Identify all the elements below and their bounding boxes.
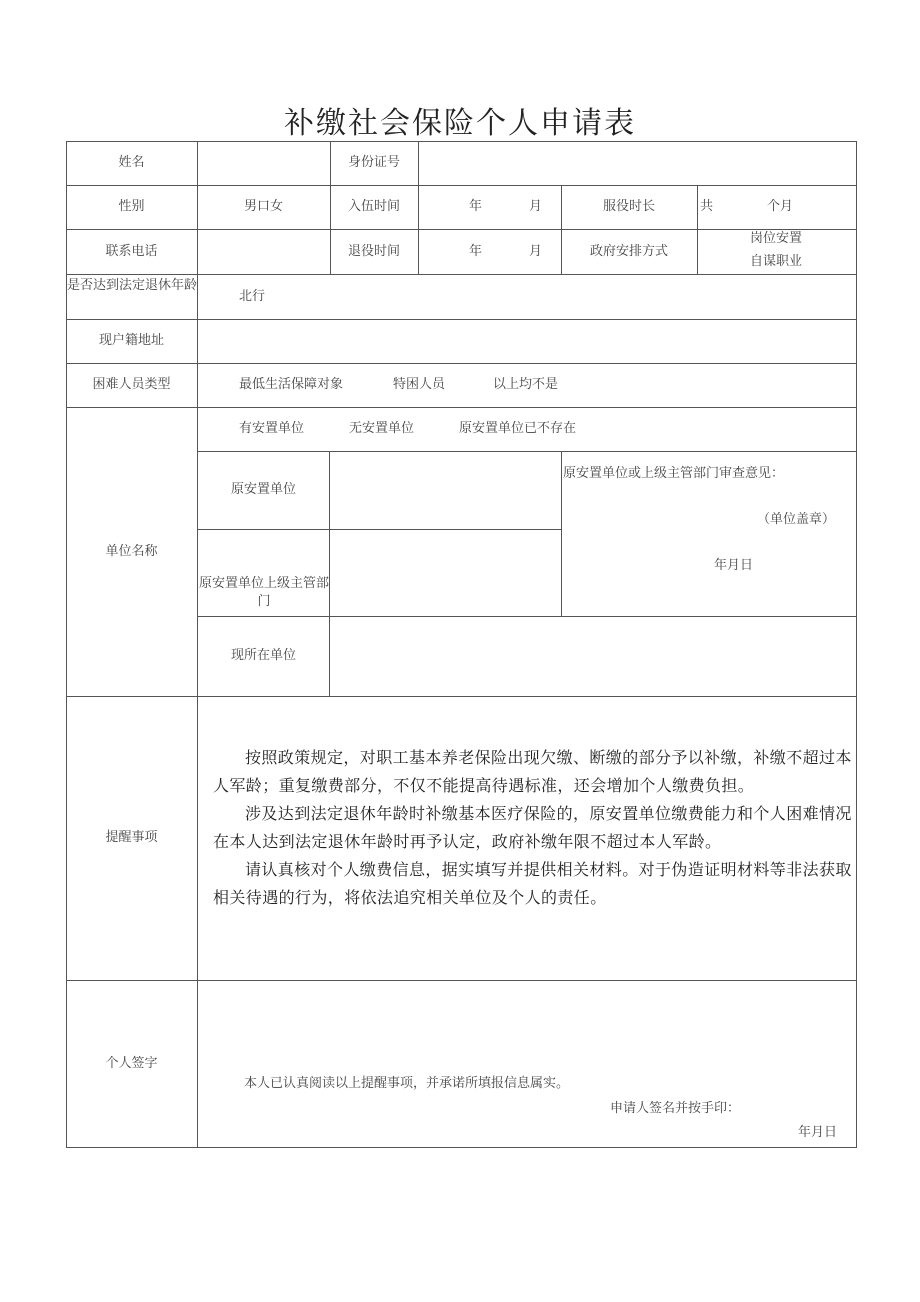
discharge-time-label: 退役时间 — [347, 244, 400, 259]
unit-name-label: 单位名称 — [105, 544, 158, 559]
household-address-field[interactable] — [199, 321, 855, 362]
orig-unit-field[interactable] — [331, 453, 560, 528]
reminder-paragraph-3: 请认真核对个人缴费信息，据实填写并提供相关材料。对于伪造证明材料等非法获取相关待遇的行为，将依法追究相关单位及个人的责任。 — [213, 860, 852, 907]
unit-seal-label: （单位盖章） — [757, 512, 836, 527]
signature-label: 个人签字 — [105, 1056, 158, 1071]
retirement-age-label: 是否达到法定退休年龄 — [67, 278, 198, 293]
signature-date: 年月日 — [798, 1125, 838, 1140]
discharge-month-unit: 月 — [529, 244, 543, 259]
service-prefix: 共 — [700, 199, 714, 214]
placement-option-job[interactable]: 岗位安置 — [750, 231, 803, 246]
enlist-time-label: 入伍时间 — [347, 199, 400, 214]
review-date: 年月日 — [714, 558, 754, 573]
name-label: 姓名 — [118, 155, 145, 170]
orig-unit-supervisor-label: 原安置单位上级主管部门 — [199, 576, 330, 609]
unit-option-defunct[interactable]: 原安置单位已不存在 — [459, 421, 577, 436]
gender-label: 性别 — [118, 199, 145, 214]
unit-option-has[interactable]: 有安置单位 — [239, 421, 305, 436]
hardship-option-extreme[interactable]: 特困人员 — [393, 377, 446, 392]
service-suffix: 个月 — [767, 199, 794, 214]
enlist-year-unit: 年 — [469, 199, 483, 214]
id-number-label: 身份证号 — [347, 155, 400, 170]
reminder-paragraph-1: 按照政策规定，对职工基本养老保险出现欠缴、断缴的部分予以补缴，补缴不超过本人军龄；重复缴费部分，不仅不能提高待遇标准，还会增加个人缴费负担。 — [213, 748, 852, 795]
id-number-field[interactable] — [420, 143, 855, 184]
reminder-label: 提醒事项 — [105, 830, 158, 845]
current-unit-label: 现所在单位 — [230, 648, 296, 663]
reminder-paragraph-2: 涉及达到法定退休年龄时补缴基本医疗保险的，原安置单位缴费能力和个人困难情况在本人达到法定退休年龄时再予认定，政府补缴年限不超过本人军龄。 — [213, 804, 852, 851]
applicant-sign-label: 申请人签名并按手印： — [610, 1101, 741, 1116]
household-address-label: 现户籍地址 — [98, 333, 164, 348]
retirement-value[interactable]: 北行 — [239, 289, 266, 304]
gov-placement-label: 政府安排方式 — [589, 244, 668, 259]
discharge-year-unit: 年 — [469, 244, 483, 259]
enlist-month-unit: 月 — [529, 199, 543, 214]
reminder-notice — [213, 744, 859, 912]
orig-unit-supervisor-field[interactable] — [331, 531, 560, 615]
placement-option-self[interactable]: 自谋职业 — [750, 254, 803, 269]
orig-unit-label: 原安置单位 — [230, 482, 296, 497]
service-length-label: 服役时长 — [602, 199, 655, 214]
review-opinion-label: 原安置单位或上级主管部门审查意见： — [563, 466, 785, 481]
hardship-option-lowincome[interactable]: 最低生活保障对象 — [239, 377, 344, 392]
phone-field[interactable] — [199, 231, 329, 273]
name-field[interactable] — [199, 143, 329, 184]
gender-options[interactable]: 男口女 — [243, 199, 283, 214]
current-unit-field[interactable] — [331, 618, 855, 695]
commitment-statement: 本人已认真阅读以上提醒事项，并承诺所填报信息属实。 — [244, 1076, 570, 1091]
hardship-type-label: 困难人员类型 — [92, 377, 171, 392]
form-title: 补缴社会保险个人申请表 — [284, 106, 636, 141]
phone-label: 联系电话 — [105, 244, 158, 259]
signature-field[interactable] — [199, 982, 855, 1070]
unit-option-none[interactable]: 无安置单位 — [349, 421, 415, 436]
hardship-option-none[interactable]: 以上均不是 — [493, 377, 559, 392]
